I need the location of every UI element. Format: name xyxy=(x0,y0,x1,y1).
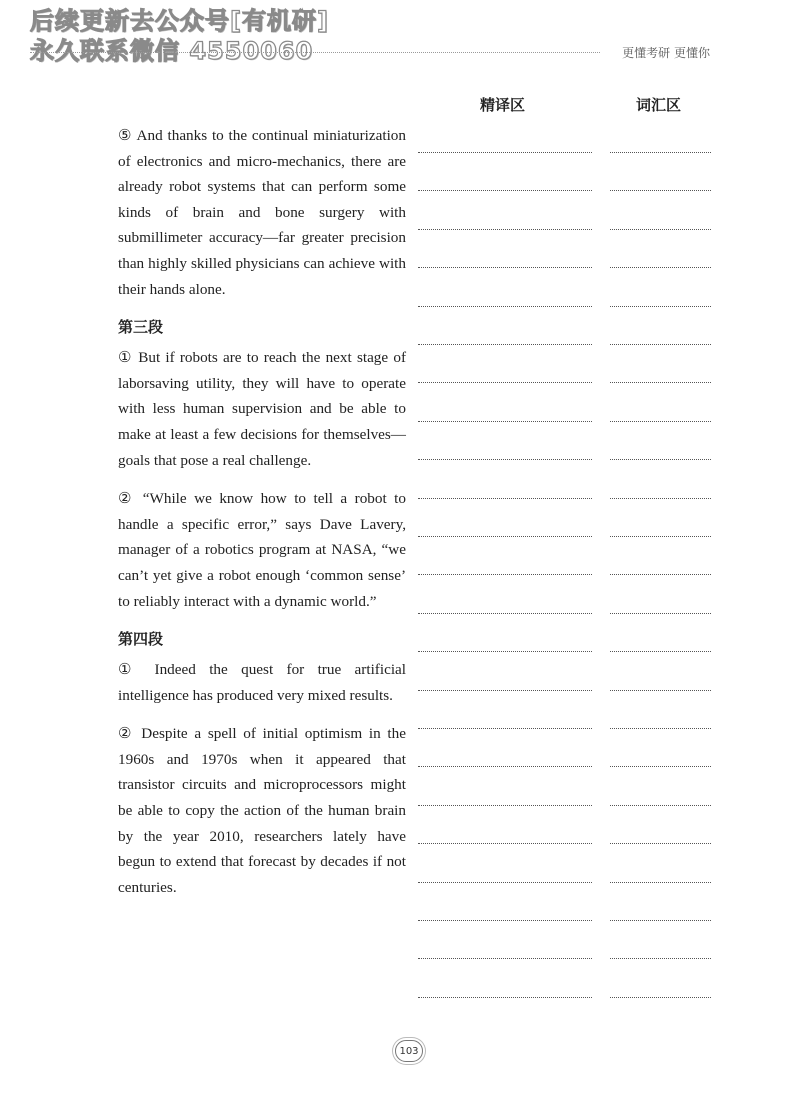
translation-line xyxy=(418,766,592,767)
section-title-4: 第四段 xyxy=(118,630,164,649)
watermark-line-2: 永久联系微信 4550060 xyxy=(30,37,314,65)
translation-line xyxy=(418,498,592,499)
vocabulary-line xyxy=(610,958,711,959)
watermark-line-1: 后续更新去公众号[有机研] xyxy=(30,7,329,35)
header-divider xyxy=(30,52,600,53)
translation-line xyxy=(418,613,592,614)
translation-line xyxy=(418,382,592,383)
translation-line xyxy=(418,651,592,652)
translation-line xyxy=(418,306,592,307)
vocabulary-line xyxy=(610,306,711,307)
translation-line xyxy=(418,690,592,691)
translation-line xyxy=(418,805,592,806)
page-number: 103 xyxy=(395,1040,423,1062)
translation-line xyxy=(418,536,592,537)
vocabulary-line xyxy=(610,574,711,575)
translation-line xyxy=(418,574,592,575)
vocabulary-line xyxy=(610,651,711,652)
vocabulary-line xyxy=(610,766,711,767)
vocabulary-line xyxy=(610,229,711,230)
vocabulary-line xyxy=(610,421,711,422)
vocabulary-line xyxy=(610,728,711,729)
vocabulary-line xyxy=(610,843,711,844)
paragraph-4-1: ① Indeed the quest for true artificial intelligence has produced very mixed results. xyxy=(118,661,406,704)
vocabulary-line xyxy=(610,267,711,268)
vocabulary-line xyxy=(610,190,711,191)
vocabulary-line xyxy=(610,344,711,345)
translation-line xyxy=(418,882,592,883)
translation-line xyxy=(418,459,592,460)
paragraph-3-2: ② “While we know how to tell a robot to handle a specific error,” says Dave Lavery, manager of a robotics program at NASA, “we can’t yet give a robot enough ‘common sense’ to reliably interact with a dynamic world.” xyxy=(118,490,406,610)
vocabulary-line xyxy=(610,613,711,614)
translation-line xyxy=(418,728,592,729)
translation-line xyxy=(418,920,592,921)
translation-line xyxy=(418,958,592,959)
vocabulary-line xyxy=(610,805,711,806)
translation-line xyxy=(418,152,592,153)
paragraph-2-5: ⑤ And thanks to the continual miniaturization of electronics and micro-mechanics, there are already robot systems that can perform some kinds of brain and bone surgery with submillimeter accuracy—far greater precision than highly skilled physicians can achieve with their hands alone. xyxy=(118,127,406,298)
translation-line xyxy=(418,997,592,998)
paragraph-3-1: ① But if robots are to reach the next stage of laborsaving utility, they will have to operate with less human supervision and be able to make at least a few decisions for themselves—goals that pose a real challenge. xyxy=(118,349,406,469)
vocabulary-column-heading: 词汇区 xyxy=(636,96,682,114)
vocabulary-line xyxy=(610,920,711,921)
translation-line xyxy=(418,843,592,844)
translation-line xyxy=(418,229,592,230)
vocabulary-line xyxy=(610,997,711,998)
paragraph-4-2: ② Despite a spell of initial optimism in the 1960s and 1970s when it appeared that transistor circuits and microprocessors might be able to copy the action of the human brain by the year 2010, researchers lately have begun to extend that forecast by decades if not centuries. xyxy=(118,725,406,896)
vocabulary-line xyxy=(610,690,711,691)
watermark xyxy=(30,6,329,66)
vocabulary-line xyxy=(610,152,711,153)
vocabulary-line xyxy=(610,536,711,537)
passage-text xyxy=(118,123,406,913)
translation-line xyxy=(418,267,592,268)
vocabulary-line xyxy=(610,498,711,499)
vocabulary-line xyxy=(610,882,711,883)
translation-line xyxy=(418,344,592,345)
vocabulary-line xyxy=(610,459,711,460)
translation-line xyxy=(418,421,592,422)
translation-column-heading: 精译区 xyxy=(480,96,526,114)
header-slogan: 更懂考研 更懂你 xyxy=(622,46,710,60)
vocabulary-line xyxy=(610,382,711,383)
section-title-3: 第三段 xyxy=(118,318,164,337)
translation-line xyxy=(418,190,592,191)
